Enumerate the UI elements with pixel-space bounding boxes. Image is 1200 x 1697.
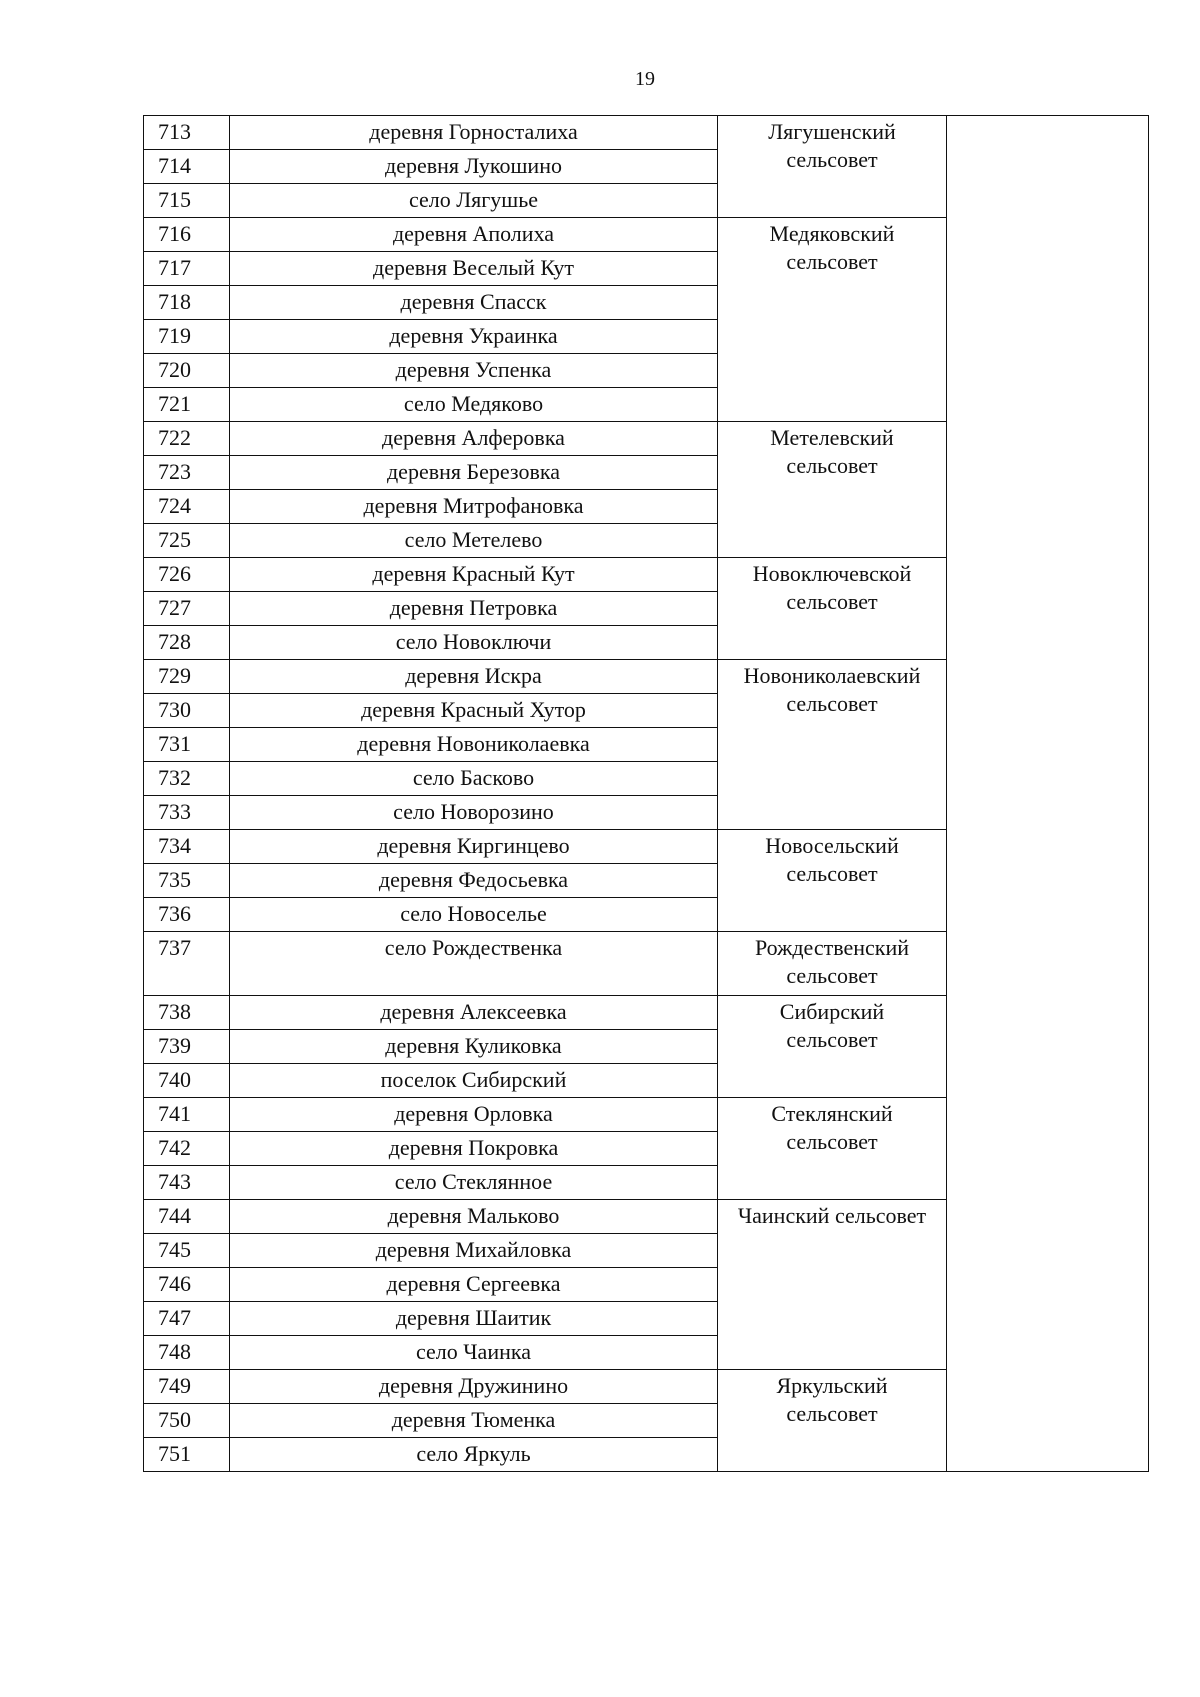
settlement-name: деревня Успенка	[230, 354, 718, 388]
settlement-name: село Медяково	[230, 388, 718, 422]
settlement-name: село Лягушье	[230, 184, 718, 218]
council-type: сельсовет	[786, 861, 878, 886]
council-name: Чаинский сельсовет	[737, 1203, 927, 1228]
settlement-name: деревня Лукошино	[230, 150, 718, 184]
settlement-name: деревня Покровка	[230, 1132, 718, 1166]
council-name: Новониколаевский	[743, 663, 921, 688]
row-number: 721	[144, 388, 230, 422]
row-number: 734	[144, 830, 230, 864]
row-number: 742	[144, 1132, 230, 1166]
council-type: сельсовет	[786, 963, 878, 988]
row-number: 714	[144, 150, 230, 184]
row-number: 747	[144, 1302, 230, 1336]
settlement-name: деревня Митрофановка	[230, 490, 718, 524]
settlement-name: деревня Искра	[230, 660, 718, 694]
council-cell	[718, 218, 947, 422]
row-number: 733	[144, 796, 230, 830]
row-number: 727	[144, 592, 230, 626]
row-number: 739	[144, 1030, 230, 1064]
council-cell	[718, 1370, 947, 1472]
settlement-name: село Чаинка	[230, 1336, 718, 1370]
settlement-name: деревня Березовка	[230, 456, 718, 490]
row-number: 745	[144, 1234, 230, 1268]
settlement-name: деревня Киргинцево	[230, 830, 718, 864]
settlement-name: деревня Шаитик	[230, 1302, 718, 1336]
council-name: Медяковский	[769, 221, 895, 246]
row-number: 743	[144, 1166, 230, 1200]
council-name: Новоключевской	[752, 561, 912, 586]
council-name: Стеклянский	[771, 1101, 893, 1126]
row-number: 750	[144, 1404, 230, 1438]
settlement-name: деревня Петровка	[230, 592, 718, 626]
settlement-name: деревня Горносталиха	[230, 116, 718, 150]
row-number: 748	[144, 1336, 230, 1370]
row-number: 749	[144, 1370, 230, 1404]
row-number: 720	[144, 354, 230, 388]
council-cell	[718, 422, 947, 558]
council-name: Новосельский	[765, 833, 899, 858]
settlement-name: деревня Михайловка	[230, 1234, 718, 1268]
row-number: 726	[144, 558, 230, 592]
council-cell	[718, 830, 947, 932]
row-number: 729	[144, 660, 230, 694]
council-cell	[718, 660, 947, 830]
settlement-name: деревня Веселый Кут	[230, 252, 718, 286]
settlement-name: деревня Тюменка	[230, 1404, 718, 1438]
settlement-name: село Метелево	[230, 524, 718, 558]
settlement-name: село Стеклянное	[230, 1166, 718, 1200]
row-number: 728	[144, 626, 230, 660]
council-cell	[718, 1200, 947, 1370]
settlement-name: деревня Аполиха	[230, 218, 718, 252]
row-number: 751	[144, 1438, 230, 1472]
settlement-name: деревня Спасск	[230, 286, 718, 320]
settlement-name: село Новоселье	[230, 898, 718, 932]
page-number: 19	[635, 68, 655, 90]
settlement-name: деревня Сергеевка	[230, 1268, 718, 1302]
row-number: 736	[144, 898, 230, 932]
council-type: сельсовет	[786, 1401, 878, 1426]
row-number: 731	[144, 728, 230, 762]
settlement-name: деревня Дружинино	[230, 1370, 718, 1404]
council-name: Рождественский	[754, 935, 910, 960]
council-name: Лягушенский	[768, 119, 896, 144]
settlement-name: деревня Мальково	[230, 1200, 718, 1234]
settlement-name: село Басково	[230, 762, 718, 796]
row-number: 724	[144, 490, 230, 524]
row-number: 746	[144, 1268, 230, 1302]
council-type: сельсовет	[786, 691, 878, 716]
row-number: 725	[144, 524, 230, 558]
row-number: 715	[144, 184, 230, 218]
row-number: 737	[144, 932, 230, 996]
settlement-name: деревня Куликовка	[230, 1030, 718, 1064]
council-cell	[718, 1098, 947, 1200]
council-cell	[718, 996, 947, 1098]
row-number: 744	[144, 1200, 230, 1234]
settlement-name: поселок Сибирский	[230, 1064, 718, 1098]
settlement-name: село Новорозино	[230, 796, 718, 830]
row-number: 738	[144, 996, 230, 1030]
settlement-name: деревня Украинка	[230, 320, 718, 354]
council-cell	[718, 116, 947, 218]
row-number: 722	[144, 422, 230, 456]
row-number: 723	[144, 456, 230, 490]
council-type: сельсовет	[786, 249, 878, 274]
settlement-name: село Новоключи	[230, 626, 718, 660]
row-number: 732	[144, 762, 230, 796]
council-name: Яркульский	[776, 1373, 888, 1398]
row-number: 730	[144, 694, 230, 728]
council-type: сельсовет	[786, 1129, 878, 1154]
settlement-name: село Яркуль	[230, 1438, 718, 1472]
council-cell	[718, 558, 947, 660]
council-type: сельсовет	[786, 147, 878, 172]
row-number: 740	[144, 1064, 230, 1098]
settlement-name: деревня Орловка	[230, 1098, 718, 1132]
council-type: сельсовет	[786, 453, 878, 478]
council-name: Сибирский	[779, 999, 885, 1024]
row-number: 741	[144, 1098, 230, 1132]
council-type: сельсовет	[786, 589, 878, 614]
settlement-name: деревня Федосьевка	[230, 864, 718, 898]
settlement-name: деревня Алферовка	[230, 422, 718, 456]
settlement-name: село Рождественка	[230, 932, 718, 996]
empty-column	[947, 116, 1149, 1472]
settlement-name: деревня Алексеевка	[230, 996, 718, 1030]
settlements-table	[143, 115, 1149, 1472]
settlement-name: деревня Красный Кут	[230, 558, 718, 592]
row-number: 735	[144, 864, 230, 898]
council-name: Метелевский	[770, 425, 894, 450]
row-number: 718	[144, 286, 230, 320]
table-row	[144, 116, 1149, 150]
row-number: 719	[144, 320, 230, 354]
settlement-name: деревня Новониколаевка	[230, 728, 718, 762]
council-cell	[718, 932, 947, 996]
row-number: 713	[144, 116, 230, 150]
row-number: 716	[144, 218, 230, 252]
settlement-name: деревня Красный Хутор	[230, 694, 718, 728]
row-number: 717	[144, 252, 230, 286]
council-type: сельсовет	[786, 1027, 878, 1052]
